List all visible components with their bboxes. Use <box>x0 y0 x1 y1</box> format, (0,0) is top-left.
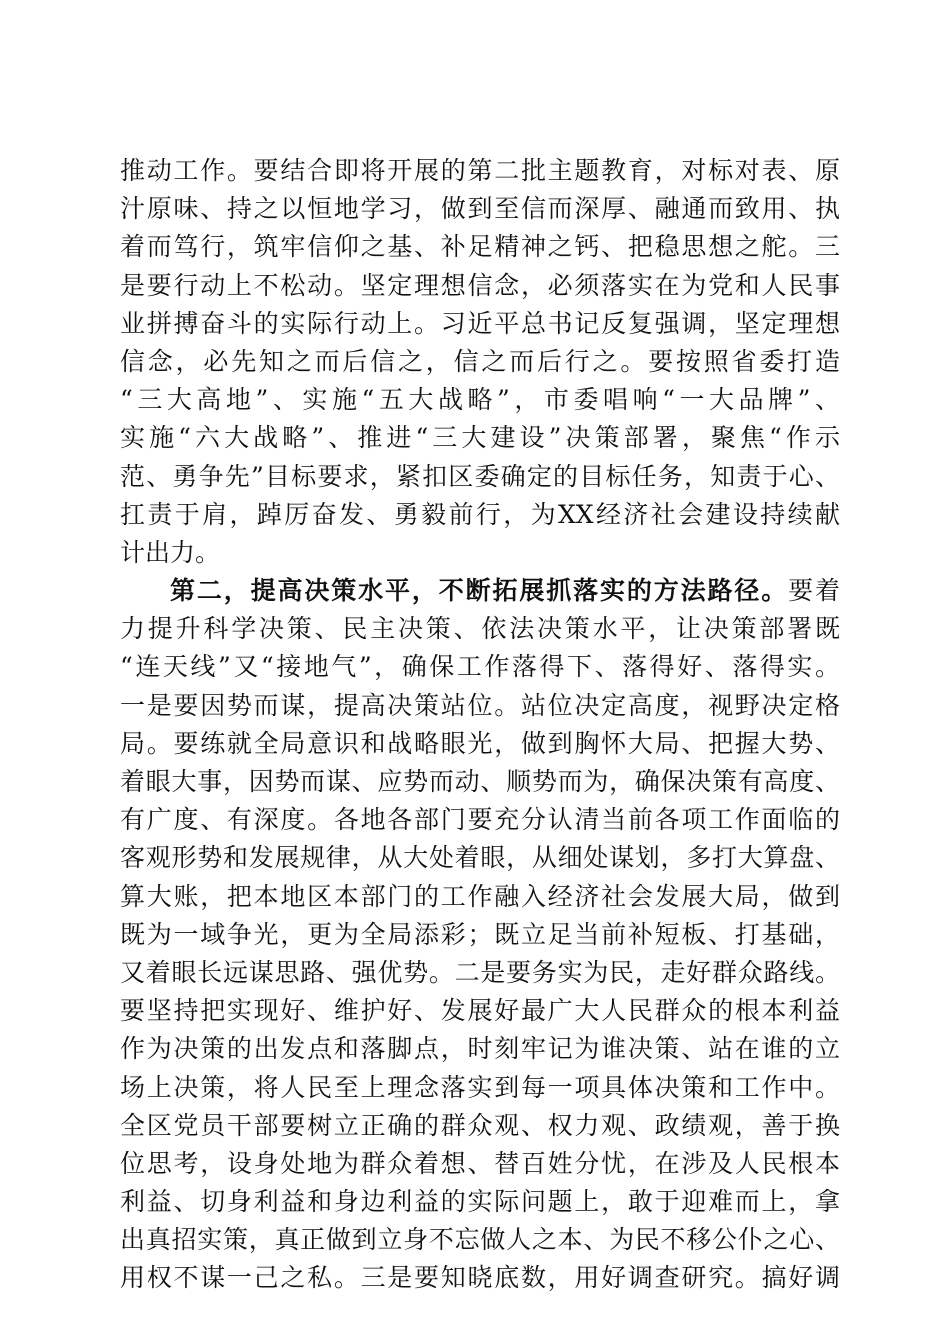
text-line: 客观形势和发展规律，从大处着眼，从细处谋划，多打大算盘、 <box>120 843 840 873</box>
text-line: 力提升科学决策、民主决策、依法决策水平，让决策部署既 <box>120 614 840 644</box>
text-line: 推动工作。要结合即将开展的第二批主题教育，对标对表、原 <box>120 156 840 185</box>
section-heading-continuation: 要着 <box>788 576 840 606</box>
text-line: 一是要因势而谋，提高决策站位。站位决定高度，视野决定格 <box>120 690 840 720</box>
text-line: 有广度、有深度。各地各部门要充分认清当前各项工作面临的 <box>120 805 840 835</box>
text-line: 信念，必先知之而后信之，信之而后行之。要按照省委打造 <box>120 346 840 376</box>
text-line: 场上决策，将人民至上理念落实到每一项具体决策和工作中。 <box>120 1072 840 1102</box>
text-line: 是要行动上不松动。坚定理想信念，必须落实在为党和人民事 <box>120 270 840 300</box>
text-line: 着眼大事，因势而谋、应势而动、顺势而为，确保决策有高度、 <box>120 767 840 796</box>
text-line: 用权不谋一己之私。三是要知晓底数，用好调查研究。搞好调 <box>120 1263 840 1293</box>
text-line: “连天线”又“接地气”，确保工作落得下、落得好、落得实。 <box>120 652 840 682</box>
text-line: 位思考，设身处地为群众着想、替百姓分忧，在涉及人民根本 <box>120 1148 840 1178</box>
text-line: 业拼搏奋斗的实际行动上。习近平总书记反复强调，坚定理想 <box>120 308 840 338</box>
text-line: 作为决策的出发点和落脚点，时刻牢记为谁决策、站在谁的立 <box>120 1034 840 1064</box>
text-line: 算大账，把本地区本部门的工作融入经济社会发展大局，做到 <box>120 881 840 911</box>
text-line: 扛责于肩，踔厉奋发、勇毅前行，为XX经济社会建设持续献 <box>120 499 840 529</box>
text-line: 利益、切身利益和身边利益的实际问题上，敢于迎难而上，拿 <box>120 1187 840 1217</box>
body-text <box>120 152 840 1298</box>
text-line: 既为一域争光，更为全局添彩；既立足当前补短板、打基础， <box>120 919 840 949</box>
text-line: 局。要练就全局意识和战略眼光，做到胸怀大局、把握大势、 <box>120 728 840 758</box>
text-line: 范、勇争先”目标要求，紧扣区委确定的目标任务，知责于心、 <box>120 461 840 491</box>
text-line: 实施“六大战略”、推进“三大建设”决策部署，聚焦“作示 <box>120 423 840 453</box>
text-line: 又着眼长远谋思路、强优势。二是要务实为民，走好群众路线。 <box>120 957 840 987</box>
text-line: 全区党员干部要树立正确的群众观、权力观、政绩观，善于换 <box>120 1110 840 1140</box>
text-line: “三大高地”、实施“五大战略”，市委唱响“一大品牌”、 <box>120 385 840 415</box>
text-line: 计出力。 <box>120 537 221 567</box>
text-line: 着而笃行，筑牢信仰之基、补足精神之钙、把稳思想之舵。三 <box>120 232 840 262</box>
text-line: 出真招实策，真正做到立身不忘做人之本、为民不移公仆之心、 <box>120 1225 840 1255</box>
text-line: 汁原味、持之以恒地学习，做到至信而深厚、融通而致用、执 <box>120 194 840 224</box>
section-heading-line <box>120 572 840 610</box>
text-line: 要坚持把实现好、维护好、发展好最广大人民群众的根本利益 <box>120 996 840 1026</box>
section-heading: 第二，提高决策水平，不断拓展抓落实的方法路径。 <box>170 576 789 606</box>
